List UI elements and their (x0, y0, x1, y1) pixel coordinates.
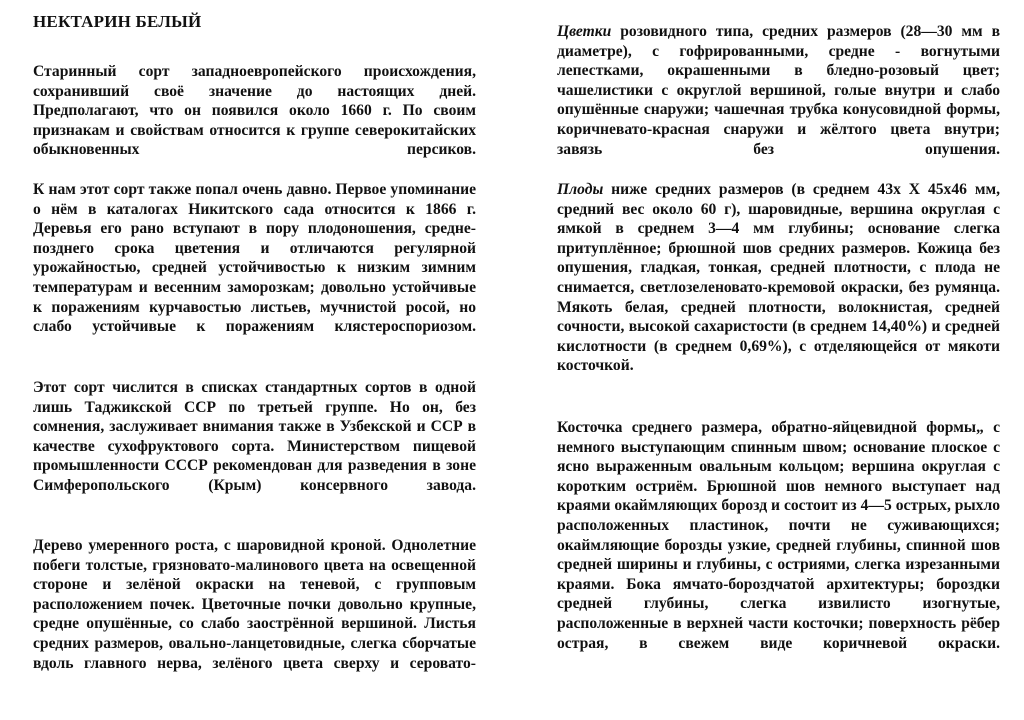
flowers-text: розовидного типа, средних размеров (28—30 мм в диаметре), с гофрированными, средне - вогнутыми лепестками, окрашенными в бледно-розовый цвет; чашелистики с округлой вершиной, голые внутри и слабо опушённые снаружи; чашечная трубка конусовидной формы, коричневато-красная снаружи и жёлтого цвета внутри; завязь без опушения. (557, 23, 1000, 158)
document-title: НЕКТАРИН БЕЛЫЙ (33, 12, 202, 31)
paragraph-fruits (557, 180, 1000, 376)
paragraph-standard-varieties: Этот сорт числится в списках стандартных сортов в одной лишь Таджикской ССР по третьей группе. Но он, без сомнения, заслуживает внимания также в Узбекской и ССР в качестве сухофруктового сорта. Министерством пищевой промышленности СССР рекомендован для разведения в зоне Симферопольского (Крым) консервного завода. (33, 379, 476, 494)
paragraph-history: К нам этот сорт также попал очень давно. Первое упоминание о нём в каталогах Никитского сада относится к 1866 г. Деревья его рано вступают в пору плодоношения, средне-позднего срока цветения и отличаются регулярной урожайностью, средней устойчивостью к низким зимним температурам и весенним заморозкам; довольно устойчивые к поражениям курчавостью листьев, мучнистой росой, но слабо устойчивые к поражениям клястероспориозом. (33, 181, 476, 336)
fruits-lead: Плоды (557, 181, 604, 198)
paragraph-flowers (557, 22, 1000, 159)
paragraph-tree-description: Дерево умеренного роста, с шаровидной кроной. Однолетние побеги толстые, грязновато-малинового цвета на освещенной стороне и зелёной окраски на теневой, с групповым расположением почек. Цветочные почки довольно крупные, средне опушённые, со слабо заострённой вершиной. Листья средних размеров, овально-ланцетовидные, слегка сборчатые вдоль главного нерва, зелёного цвета сверху и серовато- (33, 537, 476, 672)
fruits-text: ниже средних размеров (в среднем 43х Х 45х46 мм, средний вес около 60 г), шаровидные, вершина округлая с ямкой в среднем 3—4 мм глубины; основание слегка притуплённое; брюшной шов средних размеров. Кожица без опушения, гладкая, тонкая, средней плотности, с плода не снимается, светлозеленовато-кремовой окраски, без румянца. Мякоть белая, средней плотности, волокнистая, средней сочности, высокой сахаристости (в среднем 14,40%) и средней кислотности (в среднем 0,69%), с отделяющейся от мякоти косточкой. (557, 181, 1000, 375)
paragraph-stone: Косточка среднего размера, обратно-яйцевидной формы„ с немного выступающим спинным швом; основание плоское с ясно выраженным овальным кольцом; вершина округлая с коротким остриём. Брюшной шов немного выступает над краями окаймляющих борозд и состоит из 4—5 острых, рыхло расположенных пластинок, почти не суживающихся; окаймляющие борозды узкие, средней глубины, спинной шов средней ширины и глубины, с остриями, слегка изрезанными краями. Бока ямчато-бороздчатой архитектуры; бороздки средней глубины, слегка извилисто изогнутые, расположенные в верхней части косточки; поверхность рёбер острая, в свежем виде коричневой окраски. (557, 419, 1000, 652)
flowers-lead: Цветки (557, 23, 612, 40)
paragraph-origin: Старинный сорт западноевропейского происхождения, сохранивший своё значение до настоящих дней. Предполагают, что он появился около 1660 г. По своим признакам и свойствам относится к группе северокитайских обыкновенных персиков. (33, 63, 476, 159)
